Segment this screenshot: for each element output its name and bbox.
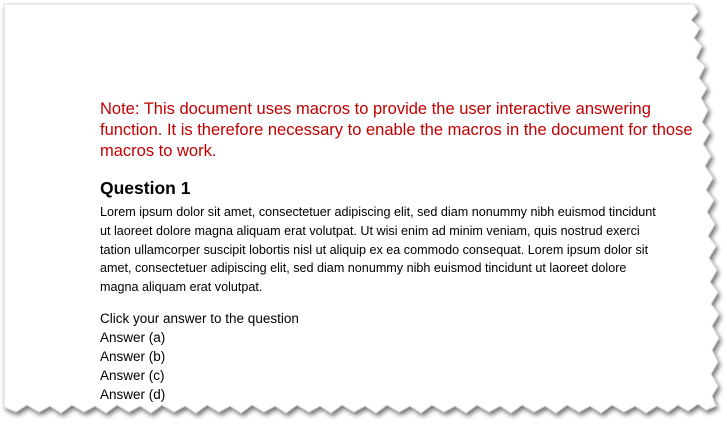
answer-prompt: Click your answer to the question	[100, 310, 299, 326]
answer-list	[100, 309, 700, 404]
answer-b[interactable]: Answer (b)	[100, 348, 166, 364]
answer-c[interactable]: Answer (c)	[100, 367, 165, 383]
question-title: Question 1	[100, 178, 191, 198]
question-text-line: magna aliquam erat volutpat.	[100, 280, 263, 295]
question-text-line: tation ullamcorper suscipit lobortis nisl ut aliquip ex ea commodo consequat. Lorem ipsum dolor sit	[100, 242, 649, 257]
question-text-line: ut laoreet dolore magna aliquam erat volutpat. Ut wisi enim ad minim veniam, quis nostrud exerci	[100, 223, 640, 238]
question-text-line: amet, consectetuer adipiscing elit, sed diam nonummy nibh euismod tincidunt ut laoreet dolore	[100, 261, 627, 276]
document-body	[100, 99, 700, 404]
question-text	[100, 203, 700, 297]
question-text-line: Lorem ipsum dolor sit amet, consectetuer adipiscing elit, sed diam nonummy nibh euismod tincidunt	[100, 205, 656, 219]
answer-d[interactable]: Answer (d)	[100, 386, 166, 402]
answer-a[interactable]: Answer (a)	[100, 329, 166, 345]
macro-note: Note: This document uses macros to provide the user interactive answering function. It is therefore necessary to enable the macros in the document for those macros to work.	[100, 100, 693, 160]
